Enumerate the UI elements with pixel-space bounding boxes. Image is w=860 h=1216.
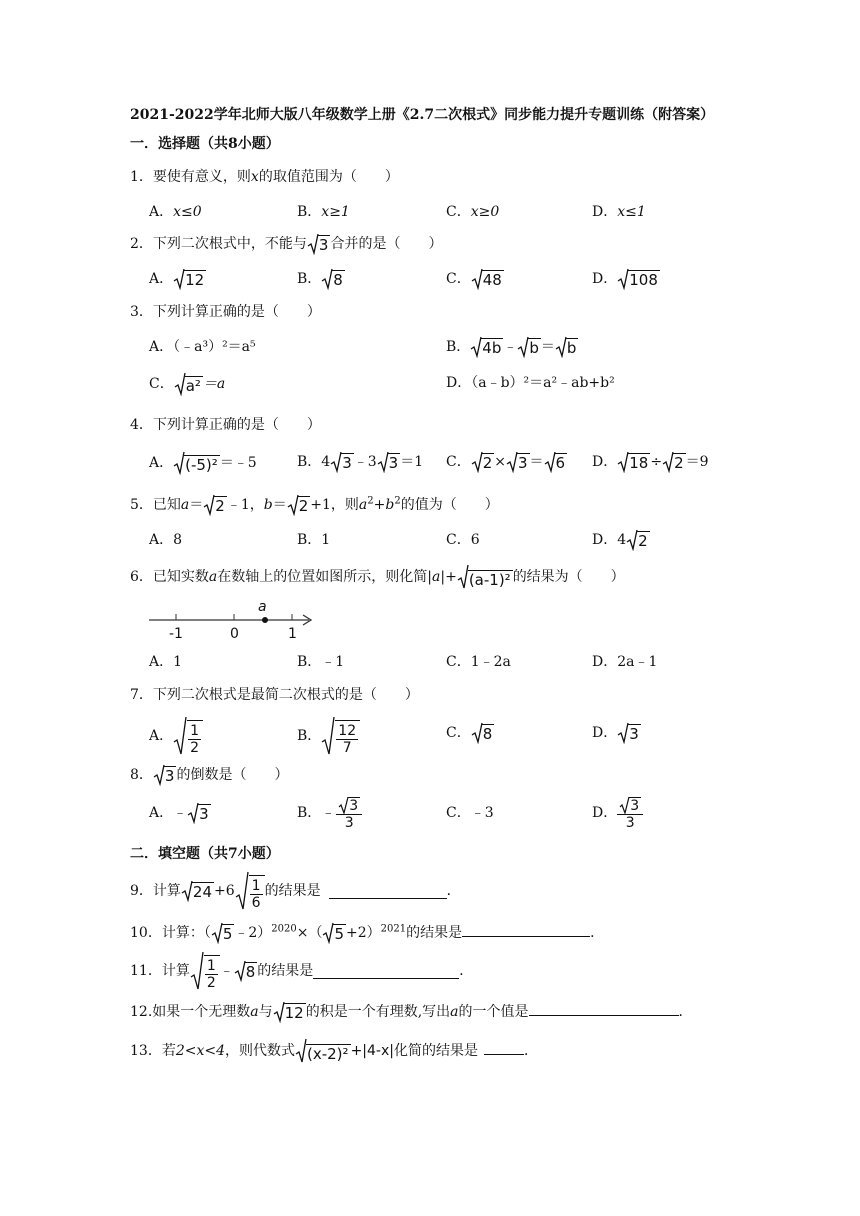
question-12: 12.如果一个无理数a与 12 的积是一个有理数,写出a的一个值是 ． — [130, 1001, 693, 1023]
q8-option-b: B． ﹣ $\frac{3}{3}$ — [297, 792, 362, 834]
q2-option-b: B． 8 — [297, 271, 343, 289]
question-11: 11．计算 $\frac{1}{2}$ ﹣ 8 的结果是 ． — [130, 950, 473, 992]
number-line-figure — [145, 596, 320, 642]
q4-option-b: B．4 3 ﹣3 3 ＝1 — [297, 454, 424, 472]
q5-option-b: B．1 — [297, 532, 331, 548]
question-3: 3．下列计算正确的是（ ） — [130, 304, 321, 320]
q4-option-a: A． (-5)² ＝﹣5 — [149, 451, 257, 475]
answer-blank[interactable] — [484, 1040, 524, 1055]
point-a-label: a — [258, 599, 267, 615]
question-4: 4．下列计算正确的是（ ） — [130, 417, 321, 433]
q3-option-b: B． 4b ﹣ b ＝ b — [446, 339, 577, 357]
q4-option-c: C． 2 × 3 ＝ 6 — [446, 454, 566, 472]
answer-blank[interactable] — [313, 964, 459, 979]
answer-blank[interactable] — [462, 922, 590, 937]
q5-option-c: C．6 — [446, 532, 480, 548]
q3-option-a: A．（﹣a³）²＝a⁵ — [149, 339, 256, 355]
q1-var: x — [250, 169, 259, 185]
question-8: 8． 3 的倒数是（ ） — [130, 767, 289, 785]
q6-option-b: B．﹣1 — [297, 654, 345, 670]
q7-option-c: C． 8 — [446, 725, 493, 743]
sqrt-symbol: 3 — [307, 233, 331, 255]
tick-label: -1 — [169, 626, 183, 642]
q7-option-b: B． $\frac{12}{7}$ — [297, 716, 360, 756]
q3-option-c: C． a² ＝a — [149, 372, 225, 396]
section-choice-heading: 一．选择题（共8小题） — [130, 136, 280, 152]
q2-option-d: D． 108 — [592, 271, 658, 289]
question-6: 6．已知实数a在数轴上的位置如图所示，则化简|a|+ (a-1)² 的结果为（ ） — [130, 564, 625, 590]
tick-label: 1 — [288, 626, 297, 642]
q1-option-b: B．x≥1 — [297, 204, 350, 220]
q1-tail: 的取值范围为（ ） — [258, 169, 399, 185]
answer-blank[interactable] — [329, 884, 447, 899]
q5-option-d: D．4 2 — [592, 532, 648, 550]
q1-option-a: A．x≤0 — [149, 204, 202, 220]
answer-blank[interactable] — [529, 1001, 679, 1016]
q2-option-c: C． 48 — [446, 271, 502, 289]
question-5: 5．已知a＝ 2 ﹣1，b＝ 2 +1，则$a^2+b^2$的值为（ ） — [130, 495, 499, 515]
question-9: 9．计算 24 +6 $\frac{1}{6}$ 的结果是 ． — [130, 870, 461, 912]
q8-option-d: D． $\frac{3}{3}$ — [592, 792, 643, 834]
q7-option-d: D． 3 — [592, 725, 639, 743]
question-10: 10．计算：（ 5 ﹣2）$^{2020}$×（ 5 +2）$^{2021}$的结果是 ． — [130, 923, 605, 943]
q4-option-d: D． 18 ÷ 2 ＝9 — [592, 454, 709, 472]
document-title: 2021-2022学年北师大版八年级数学上册《2.7二次根式》同步能力提升专题训练（附答案） — [130, 107, 715, 123]
q1-option-d: D．x≤1 — [592, 204, 646, 220]
q7-option-a: A． $\frac{1}{2}$ — [149, 716, 203, 756]
q3-option-d: D．（a﹣b）²＝a²﹣ab+b² — [446, 375, 615, 391]
question-2: 2．下列二次根式中，不能与 3 合并的是（ ） — [130, 233, 442, 255]
question-1 — [130, 166, 399, 188]
question-7: 7．下列二次根式是最简二次根式的是（ ） — [130, 687, 419, 703]
q1-stem: 1．要使有意义，则 — [130, 169, 251, 185]
q8-option-c: C．﹣3 — [446, 805, 494, 821]
section-fill-heading: 二．填空题（共7小题） — [130, 846, 280, 862]
point-a — [262, 617, 268, 623]
q6-option-c: C．1﹣2a — [446, 654, 511, 670]
q6-option-d: D．2a﹣1 — [592, 654, 658, 670]
q2-option-a: A． 12 — [149, 271, 205, 289]
q8-option-a: A．﹣ 3 — [149, 805, 209, 823]
q6-option-a: A．1 — [149, 654, 183, 670]
q1-option-c: C．x≥0 — [446, 204, 500, 220]
tick-label: 0 — [230, 626, 239, 642]
q5-option-a: A．8 — [149, 532, 183, 548]
question-13: 13．若2<x<4，则代数式 (x-2)² +|4-x|化简的结果是 ． — [130, 1038, 538, 1064]
